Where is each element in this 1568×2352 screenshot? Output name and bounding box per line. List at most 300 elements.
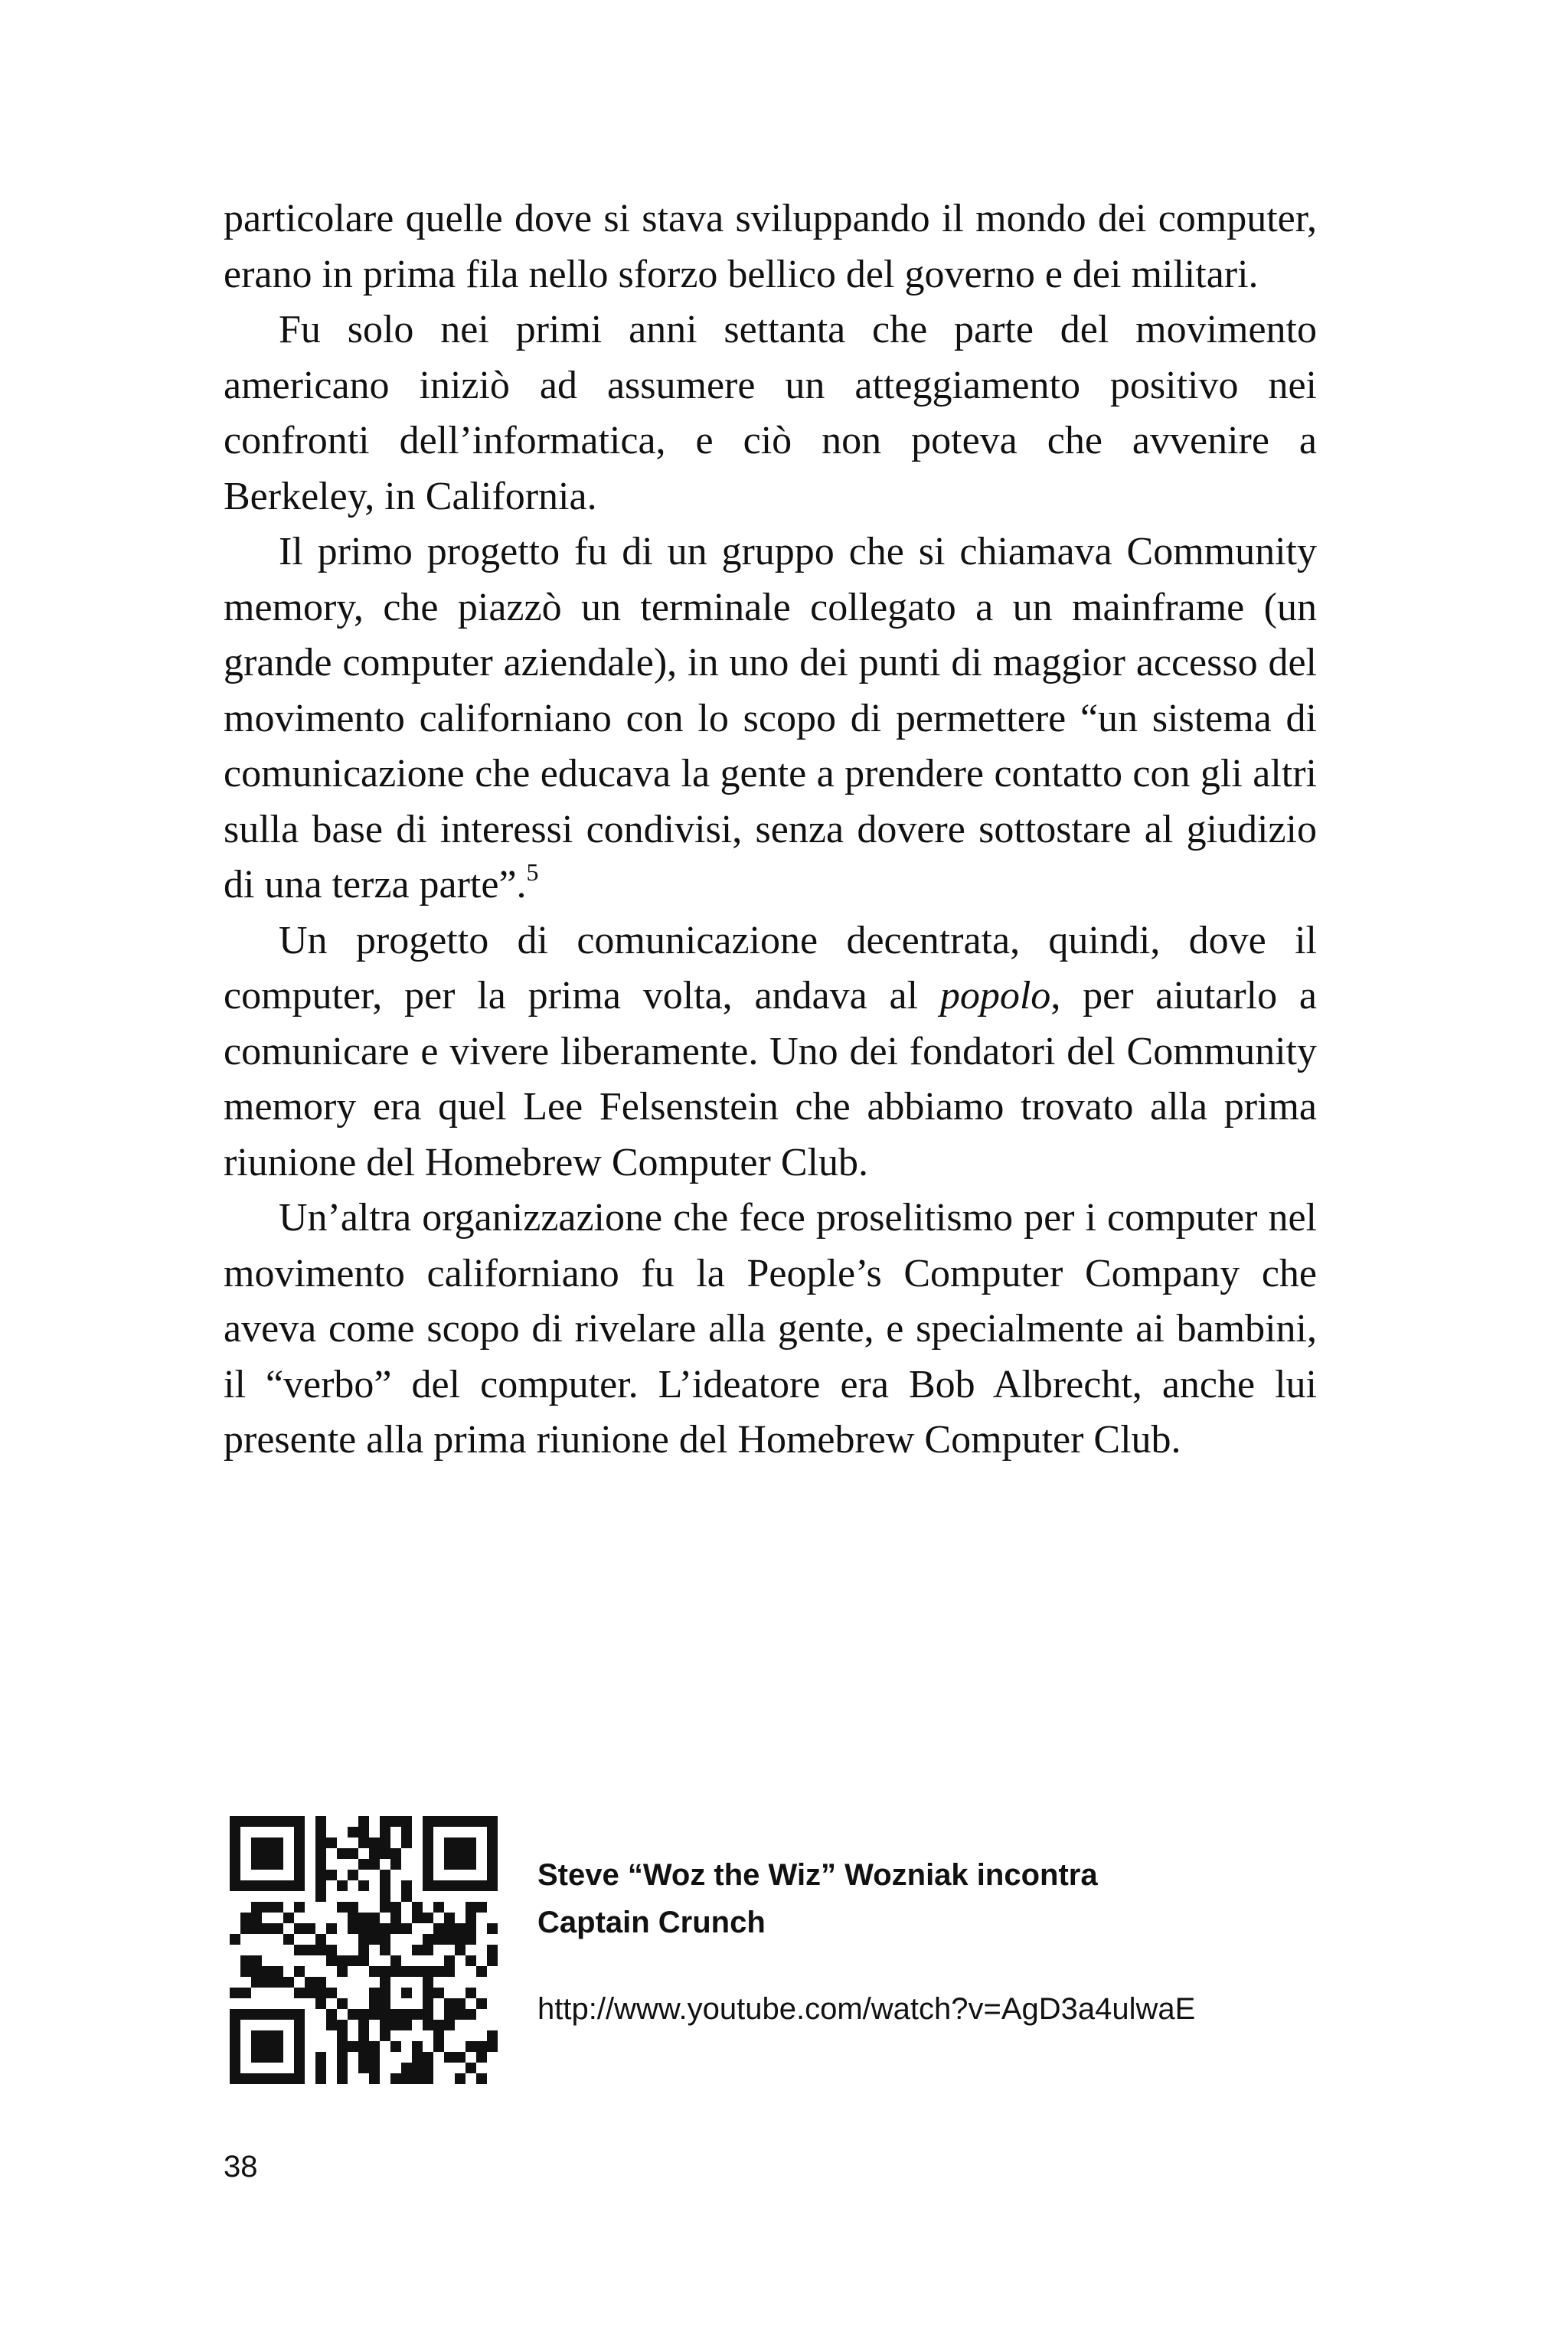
qr-module	[262, 1859, 273, 1870]
qr-module	[380, 1891, 390, 1902]
qr-module	[273, 2030, 283, 2041]
qr-module	[337, 1998, 348, 2009]
qr-module	[401, 1816, 412, 1827]
qr-module	[305, 1988, 315, 1998]
qr-module	[251, 1913, 262, 1923]
qr-module	[476, 2073, 487, 2084]
qr-module	[315, 1977, 326, 1988]
qr-module	[337, 1848, 348, 1859]
qr-module	[358, 2052, 369, 2063]
qr-module	[358, 2020, 369, 2030]
video-title	[537, 1851, 1380, 1946]
qr-module	[466, 1902, 476, 1913]
qr-module	[433, 1923, 444, 1934]
qr-module	[230, 1838, 240, 1848]
qr-module	[305, 1977, 315, 1988]
qr-module	[433, 1988, 444, 1998]
qr-module	[423, 1859, 433, 1870]
qr-module	[444, 1859, 455, 1870]
qr-module	[326, 1838, 337, 1848]
qr-module	[358, 2030, 369, 2041]
qr-module	[390, 2073, 401, 2084]
qr-module	[380, 1848, 390, 1859]
qr-module	[273, 1838, 283, 1848]
qr-module	[283, 2073, 294, 2084]
qr-module	[348, 1955, 358, 1966]
qr-module	[262, 1816, 273, 1827]
qr-module	[487, 1945, 498, 1955]
qr-module	[423, 1945, 433, 1955]
paragraph-1-text: particolare quelle dove si stava sviluppando il mondo dei computer, erano in prima fila nello sforzo bellico del governo e dei militari.	[224, 197, 1317, 296]
qr-module	[315, 1838, 326, 1848]
qr-module	[455, 1923, 466, 1934]
qr-module	[487, 1838, 498, 1848]
qr-module	[412, 2052, 423, 2063]
qr-module	[315, 1934, 326, 1945]
qr-module	[423, 2020, 433, 2030]
qr-module	[273, 2073, 283, 2084]
qr-module	[337, 2030, 348, 2041]
qr-module	[251, 2052, 262, 2063]
video-title-line-1: Steve “Woz the Wiz” Wozniak incontra	[537, 1858, 1098, 1892]
qr-module	[433, 1880, 444, 1891]
qr-module	[476, 2041, 487, 2052]
qr-module	[412, 2009, 423, 2020]
qr-module	[380, 1966, 390, 1977]
qr-module	[455, 1880, 466, 1891]
qr-module	[466, 1913, 476, 1923]
qr-module	[380, 2009, 390, 2020]
qr-module	[380, 1880, 390, 1891]
qr-module	[390, 1848, 401, 1859]
qr-module	[294, 1923, 305, 1934]
paragraph-4-text-after: , per aiutarlo a comunicare e vivere liberamente. Uno dei fondatori del Community memory era quel Lee Felsenstein che abbiamo trovato alla prima riunione del Homebrew Computer Club.	[224, 974, 1318, 1184]
qr-module	[251, 2073, 262, 2084]
qr-module	[348, 2009, 358, 2020]
qr-module	[476, 1816, 487, 1827]
qr-module	[305, 1923, 315, 1934]
qr-module	[390, 1955, 401, 1966]
paragraph-4-italic-word: popolo	[939, 974, 1051, 1018]
qr-module	[230, 1859, 240, 1870]
qr-module	[294, 1859, 305, 1870]
qr-module	[466, 1880, 476, 1891]
qr-module	[423, 1913, 433, 1923]
qr-module	[294, 2041, 305, 2052]
qr-module	[358, 1838, 369, 1848]
qr-module	[262, 2030, 273, 2041]
qr-module	[315, 1891, 326, 1902]
qr-module	[315, 2052, 326, 2063]
qr-module	[251, 2030, 262, 2041]
qr-module	[444, 1913, 455, 1923]
qr-module	[369, 2041, 380, 2052]
qr-module	[487, 1816, 498, 1827]
qr-module	[455, 1859, 466, 1870]
footnote-marker[interactable]: 5	[526, 858, 539, 886]
qr-module	[369, 1848, 380, 1859]
qr-module	[315, 1870, 326, 1880]
qr-module	[251, 1848, 262, 1859]
qr-module	[337, 1966, 348, 1977]
qr-module	[369, 1966, 380, 1977]
qr-module	[433, 1966, 444, 1977]
qr-module	[487, 1827, 498, 1838]
qr-module	[380, 1838, 390, 1848]
qr-module	[412, 2063, 423, 2073]
qr-module	[444, 1838, 455, 1848]
qr-module	[262, 1902, 273, 1913]
qr-module	[423, 2073, 433, 2084]
qr-module	[455, 1816, 466, 1827]
qr-module	[294, 1848, 305, 1859]
qr-module	[294, 1827, 305, 1838]
qr-module	[305, 1945, 315, 1955]
qr-module	[315, 1859, 326, 1870]
qr-module	[315, 2063, 326, 2073]
qr-module	[455, 1998, 466, 2009]
qr-module	[315, 2073, 326, 2084]
qr-module	[401, 1827, 412, 1838]
qr-module	[337, 1902, 348, 1913]
qr-module	[466, 1838, 476, 1848]
qr-module	[358, 1859, 369, 1870]
qr-module	[423, 1870, 433, 1880]
qr-module	[240, 2009, 251, 2020]
qr-module	[487, 1859, 498, 1870]
qr-module	[380, 1945, 390, 1955]
paragraph-4	[224, 913, 1317, 1191]
qr-module	[380, 1977, 390, 1988]
qr-module	[294, 2009, 305, 2020]
paragraph-2	[224, 302, 1317, 524]
qr-module	[487, 1955, 498, 1966]
qr-module	[294, 2073, 305, 2084]
qr-module	[412, 1902, 423, 1913]
paragraph-1	[224, 191, 1317, 302]
qr-module	[251, 1880, 262, 1891]
qr-module	[487, 1923, 498, 1934]
qr-module	[380, 1934, 390, 1945]
qr-module	[455, 1838, 466, 1848]
qr-module	[444, 1880, 455, 1891]
qr-module	[326, 2020, 337, 2030]
qr-module	[326, 1945, 337, 1955]
qr-module	[348, 1913, 358, 1923]
paragraph-4-text-before: Un progetto di comunicazione decentrata, quindi, dove il computer, per la prima volta, andava al	[224, 918, 1317, 1018]
qr-module	[240, 1988, 251, 1998]
qr-module	[251, 1977, 262, 1988]
qr-module	[337, 1955, 348, 1966]
qr-module	[369, 1934, 380, 1945]
qr-module	[273, 1859, 283, 1870]
qr-module	[369, 1998, 380, 2009]
qr-module	[230, 2041, 240, 2052]
qr-module	[401, 2020, 412, 2030]
qr-module	[476, 1998, 487, 2009]
qr-module	[358, 2009, 369, 2020]
qr-module	[380, 2030, 390, 2041]
paragraph-5-text: Un’altra organizzazione che fece proselitismo per i computer nel movimento californiano fu la People’s Computer Company che aveva come scopo di rivelare alla gente, e specialmente ai bambini, il “verbo” del computer. L’ideatore era Bob Albrecht, anche lui presente alla prima riunione del Homebrew Computer Club.	[224, 1196, 1317, 1462]
qr-module	[444, 2020, 455, 2030]
qr-module	[390, 1923, 401, 1934]
qr-module	[230, 1816, 240, 1827]
qr-module	[230, 2030, 240, 2041]
qr-module	[294, 1816, 305, 1827]
qr-module	[369, 2009, 380, 2020]
qr-module	[433, 1816, 444, 1827]
qr-module	[423, 1816, 433, 1827]
qr-module	[466, 1934, 476, 1945]
qr-module	[348, 1870, 358, 1880]
qr-module	[444, 1816, 455, 1827]
qr-module	[358, 1934, 369, 1945]
paragraph-3-text: Il primo progetto fu di un gruppo che si chiamava Community memory, che piazzò un terminale collegato a un mainframe (un grande computer aziendale), in uno dei punti di maggior accesso del movimento californiano con lo scopo di permettere “un sistema di comunicazione che educava la gente a prendere contatto con gli altri sulla base di interessi condivisi, senza dovere sottostare al giudizio di una terza parte”.	[224, 530, 1317, 906]
qr-module	[240, 1913, 251, 1923]
qr-module	[444, 1848, 455, 1859]
qr-module	[273, 1880, 283, 1891]
qr-module	[315, 1998, 326, 2009]
qr-module	[380, 1827, 390, 1838]
qr-module	[230, 1988, 240, 1998]
qr-module	[251, 1859, 262, 1870]
qr-module	[273, 1977, 283, 1988]
qr-module	[423, 1977, 433, 1988]
qr-module	[487, 2041, 498, 2052]
qr-module	[358, 1913, 369, 1923]
qr-module	[390, 1816, 401, 1827]
qr-module	[273, 1902, 283, 1913]
qr-module	[423, 1966, 433, 1977]
qr-module	[380, 1998, 390, 2009]
qr-module	[358, 1880, 369, 1891]
qr-module	[476, 2052, 487, 2063]
qr-module	[348, 1902, 358, 1913]
qr-module	[273, 1848, 283, 1859]
qr-module	[240, 1880, 251, 1891]
qr-module	[230, 1880, 240, 1891]
video-url-link[interactable]: http://www.youtube.com/watch?v=AgD3a4ulwaE	[537, 1992, 1196, 2026]
qr-module	[230, 2009, 240, 2020]
qr-module	[230, 2052, 240, 2063]
qr-module	[326, 1870, 337, 1880]
qr-module	[262, 1977, 273, 1988]
qr-module	[390, 1902, 401, 1913]
qr-module	[294, 2030, 305, 2041]
qr-module	[380, 1816, 390, 1827]
qr-module	[358, 1816, 369, 1827]
qr-module	[230, 2073, 240, 2084]
paragraph-2-text: Fu solo nei primi anni settanta che parte del movimento americano iniziò ad assumere un atteggiamento positivo nei confronti dell’informatica, e ciò non poteva che avvenire a Berkeley, in California.	[224, 308, 1317, 518]
qr-module	[423, 2052, 433, 2063]
qr-module	[380, 1870, 390, 1880]
qr-module	[369, 1923, 380, 1934]
qr-module	[251, 1902, 262, 1913]
body-text	[224, 191, 1317, 1468]
qr-module	[390, 2041, 401, 2052]
qr-module	[283, 1913, 294, 1923]
qr-module	[262, 1966, 273, 1977]
qr-module	[230, 1934, 240, 1945]
qr-module	[326, 2009, 337, 2020]
qr-module	[433, 2030, 444, 2041]
qr-module	[262, 1923, 273, 1934]
qr-module	[433, 1902, 444, 1913]
qr-module	[230, 2020, 240, 2030]
qr-module	[369, 1859, 380, 1870]
qr-module	[273, 1816, 283, 1827]
qr-module	[455, 1945, 466, 1955]
qr-module	[294, 2052, 305, 2063]
qr-module	[401, 2009, 412, 2020]
qr-module	[401, 1966, 412, 1977]
qr-module	[262, 2009, 273, 2020]
qr-module	[466, 1988, 476, 1998]
qr-module	[444, 1966, 455, 1977]
qr-module	[337, 2063, 348, 2073]
qr-module	[466, 2009, 476, 2020]
qr-module	[273, 1966, 283, 1977]
qr-module	[337, 1880, 348, 1891]
qr-module	[455, 2052, 466, 2063]
qr-module	[423, 1848, 433, 1859]
qr-module	[401, 1923, 412, 1934]
qr-module	[230, 1848, 240, 1859]
qr-module	[476, 1902, 487, 1913]
qr-module	[251, 1966, 262, 1977]
qr-module	[369, 2063, 380, 2073]
qr-module	[444, 1934, 455, 1945]
qr-module	[466, 1859, 476, 1870]
qr-module	[337, 2041, 348, 2052]
qr-module	[455, 1848, 466, 1859]
qr-module	[401, 1838, 412, 1848]
qr-module	[369, 2052, 380, 2063]
qr-module	[476, 1880, 487, 1891]
qr-module	[273, 2041, 283, 2052]
qr-module	[358, 1923, 369, 1934]
qr-module	[487, 2030, 498, 2041]
qr-module	[412, 1913, 423, 1923]
qr-code-icon[interactable]	[230, 1816, 498, 2084]
qr-module	[294, 1838, 305, 1848]
qr-module	[315, 1827, 326, 1838]
qr-module	[230, 1870, 240, 1880]
qr-module	[466, 1955, 476, 1966]
qr-module	[294, 1966, 305, 1977]
qr-module	[337, 2073, 348, 2084]
qr-module	[380, 1988, 390, 1998]
qr-module	[390, 1859, 401, 1870]
qr-module	[358, 1827, 369, 1838]
qr-module	[315, 1816, 326, 1827]
qr-module	[369, 1988, 380, 1998]
qr-module	[294, 1870, 305, 1880]
qr-module	[240, 1816, 251, 1827]
qr-module	[251, 2009, 262, 2020]
qr-module	[294, 2063, 305, 2073]
qr-module	[444, 2009, 455, 2020]
qr-module	[369, 2073, 380, 2084]
qr-module	[369, 1913, 380, 1923]
qr-module	[294, 1945, 305, 1955]
qr-module	[315, 1848, 326, 1859]
qr-module	[487, 1870, 498, 1880]
qr-module	[251, 2041, 262, 2052]
qr-module	[412, 2073, 423, 2084]
qr-module	[433, 2020, 444, 2030]
qr-module	[337, 2052, 348, 2063]
qr-module	[315, 1988, 326, 1998]
qr-module	[337, 2020, 348, 2030]
qr-module	[401, 1880, 412, 1891]
qr-module	[294, 1988, 305, 1998]
qr-module	[358, 2063, 369, 2073]
qr-module	[390, 2020, 401, 2030]
qr-module	[240, 1966, 251, 1977]
qr-module	[251, 1923, 262, 1934]
qr-module	[283, 2009, 294, 2020]
qr-module	[251, 1838, 262, 1848]
qr-module	[251, 1955, 262, 1966]
qr-module	[412, 1945, 423, 1955]
qr-module	[423, 1998, 433, 2009]
qr-module	[262, 2073, 273, 2084]
qr-module	[433, 2041, 444, 2052]
qr-module	[273, 2009, 283, 2020]
paragraph-3	[224, 524, 1317, 913]
qr-module	[348, 1827, 358, 1838]
video-title-line-2: Captain Crunch	[537, 1906, 766, 1939]
qr-module	[262, 1838, 273, 1848]
qr-code-graphic	[230, 1816, 498, 2084]
qr-module	[294, 1880, 305, 1891]
qr-module	[348, 1923, 358, 1934]
qr-module	[423, 1880, 433, 1891]
qr-module	[380, 1923, 390, 1934]
qr-module	[412, 1966, 423, 1977]
qr-module	[412, 2041, 423, 2052]
qr-module	[423, 1934, 433, 1945]
qr-module	[326, 1988, 337, 1998]
qr-module	[487, 1848, 498, 1859]
qr-module	[390, 1966, 401, 1977]
qr-module	[358, 1955, 369, 1966]
qr-module	[273, 1923, 283, 1934]
qr-module	[348, 2041, 358, 2052]
qr-module	[240, 1955, 251, 1966]
qr-module	[262, 1880, 273, 1891]
qr-module	[390, 1913, 401, 1923]
qr-module	[262, 1848, 273, 1859]
qr-module	[423, 1988, 433, 1998]
qr-module	[294, 2020, 305, 2030]
qr-module	[262, 2041, 273, 2052]
qr-module	[380, 1902, 390, 1913]
qr-module	[251, 1816, 262, 1827]
qr-module	[444, 1923, 455, 1934]
qr-module	[423, 1827, 433, 1838]
qr-module	[283, 1977, 294, 1988]
qr-module	[401, 1891, 412, 1902]
qr-module	[455, 1934, 466, 1945]
qr-module	[390, 2009, 401, 2020]
qr-module	[240, 2073, 251, 2084]
qr-module	[444, 2052, 455, 2063]
qr-module	[455, 2073, 466, 2084]
qr-module	[455, 2009, 466, 2020]
qr-module	[315, 1945, 326, 1955]
